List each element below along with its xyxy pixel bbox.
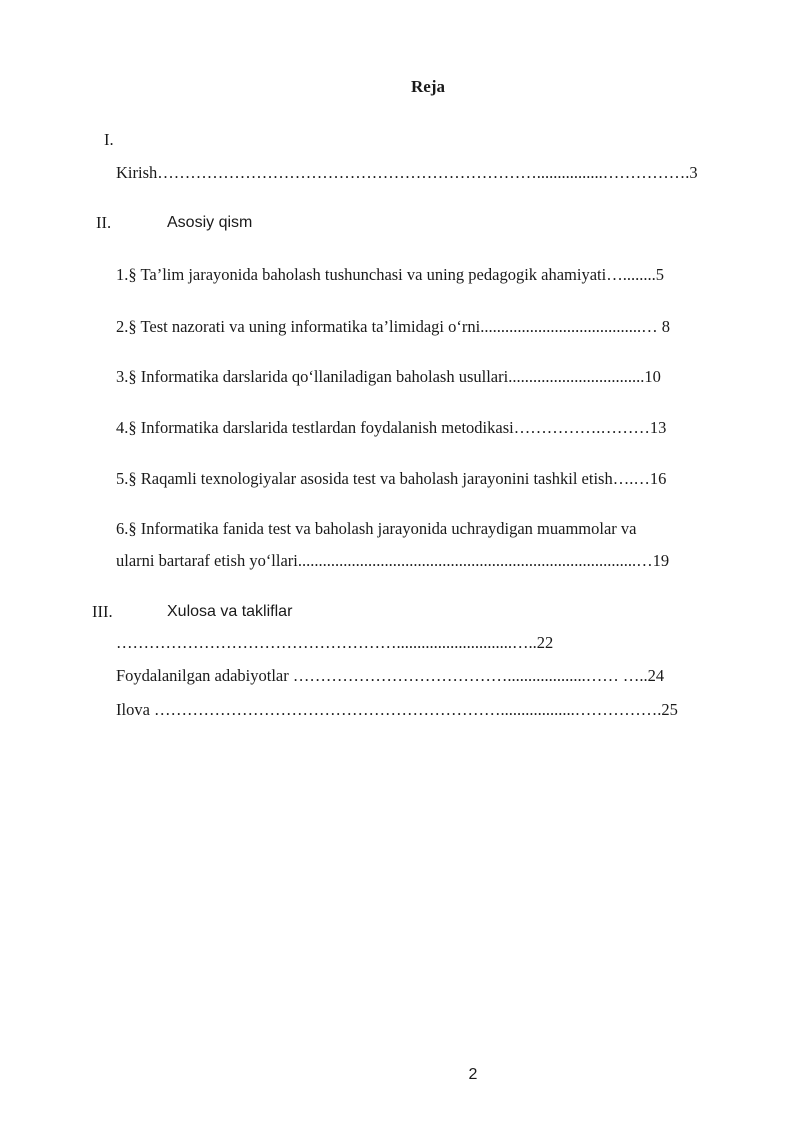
toc-entry-references: Foydalanilgan adabiyotlar …………………………………...................…… …..24 (116, 666, 665, 685)
toc-entry-2: 2.§ Test nazorati va uning informatika ta’limidagi o‘rni.......................................… 8 (116, 317, 670, 336)
section-3-title: Xulosa va takliflar (167, 603, 293, 620)
section-2-numeral: II. (96, 213, 112, 232)
toc-entry-xulosa: ……………………………………………............................…..22 (116, 633, 554, 652)
toc-entry-kirish: Kirish……………………………………………………………................…………….3 (116, 163, 698, 182)
section-1-numeral: I. (104, 130, 114, 149)
toc-entry-6-line-2: ularni bartaraf etish yo‘llari..................................................................................…19 (116, 551, 670, 570)
page-title: Reja (411, 77, 445, 96)
section-3-numeral: III. (92, 602, 113, 621)
page-number: 2 (468, 1066, 478, 1083)
toc-entry-3: 3.§ Informatika darslarida qo‘llaniladigan baholash usullari.................................10 (116, 367, 661, 386)
toc-entry-1: 1.§ Ta’lim jarayonida baholash tushunchasi va uning pedagogik ahamiyati…........5 (116, 265, 664, 284)
toc-entry-5: 5.§ Raqamli texnologiyalar asosida test va baholash jarayonini tashkil etish….…16 (116, 469, 667, 488)
toc-entry-appendix: Ilova ………………………………………………………..................…………….25 (116, 700, 678, 719)
section-2-title: Asosiy qism (167, 214, 253, 231)
toc-entry-6-line-1: 6.§ Informatika fanida test va baholash jarayonida uchraydigan muammolar va (116, 519, 637, 538)
toc-entry-4: 4.§ Informatika darslarida testlardan foydalanish metodikasi…………….………13 (116, 418, 667, 437)
